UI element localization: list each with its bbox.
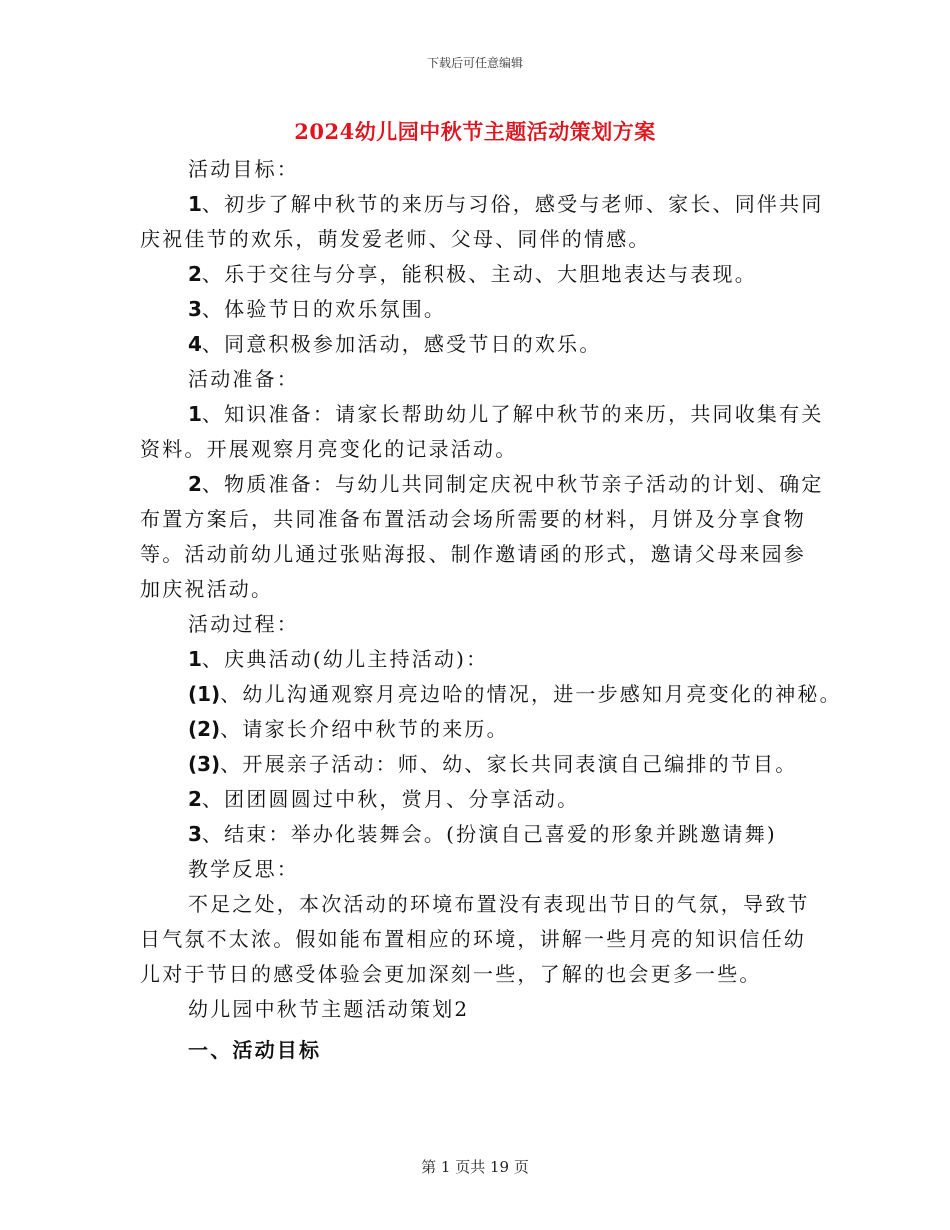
goal-2-text: 、乐于交往与分享，能积极、主动、大胆地表达与表现。 (201, 262, 757, 286)
header-note: 下载后可任意编辑 (426, 56, 523, 70)
process-2-text: 、团团圆圆过中秋，赏月、分享活动。 (201, 787, 580, 811)
sub-item-3-text: 、开展亲子活动：师、幼、家长共同表演自己编排的节目。 (220, 752, 798, 776)
reflection-continued-2: 儿对于节日的感受体验会更加深刻一些，了解的也会更多一些。 (140, 962, 762, 986)
sub-item-1-text: 、幼儿沟通观察月亮边哈的情况，进一步感知月亮变化的神秘。 (220, 682, 842, 706)
goal-4-text: 、同意积极参加活动，感受节日的欢乐。 (201, 332, 602, 356)
prep-1-continued: 资料。开展观察月亮变化的记录活动。 (140, 437, 518, 461)
process-1-text: 、庆典活动(幼儿主持活动)： (201, 647, 489, 671)
process-1 (140, 642, 830, 677)
goal-1-text: 、初步了解中秋节的来历与习俗，感受与老师、家长、同伴共同 (201, 192, 824, 216)
sub-item-2-text: 、请家长介绍中秋节的来历。 (220, 717, 509, 741)
goal-3-number: 3 (188, 297, 202, 321)
sub-item-1-number: (1) (188, 682, 221, 706)
goal-2 (140, 257, 830, 292)
sub-item-3 (140, 747, 830, 782)
reflection-heading: 教学反思： (188, 857, 299, 881)
prep-2-number: 2 (188, 472, 202, 496)
sub-item-3-number: (3) (188, 752, 221, 776)
process-1-number: 1 (188, 647, 202, 671)
page-footer: 第 1 页共 19 页 (421, 1158, 529, 1176)
document-title: 2024幼儿园中秋节主题活动策划方案 (294, 119, 656, 144)
sub-item-2 (140, 712, 830, 747)
process-3-number: 3 (188, 822, 202, 846)
reflection-continued-1: 日气氛不太浓。假如能布置相应的环境，讲解一些月亮的知识信任幼 (140, 927, 806, 951)
goal-3 (140, 292, 830, 327)
goal-1-number: 1 (188, 192, 202, 216)
plan-2-title: 幼儿园中秋节主题活动策划2 (188, 997, 470, 1021)
reflection-1: 不足之处，本次活动的环境布置没有表现出节日的气氛，导致节 (188, 892, 810, 916)
sub-item-1 (140, 677, 842, 712)
prep-2 (140, 467, 830, 502)
prep-1-text: 、知识准备：请家长帮助幼儿了解中秋节的来历，共同收集有关 (201, 402, 824, 426)
goal-4-number: 4 (188, 332, 202, 356)
prep-1 (140, 397, 830, 432)
goal-2-number: 2 (188, 262, 202, 286)
prep-2-continued-1: 布置方案后，共同准备布置活动会场所需要的材料，月饼及分享食物 (140, 507, 806, 531)
goal-3-text: 、体验节日的欢乐氛围。 (201, 297, 447, 321)
process-heading: 活动过程： (188, 612, 299, 636)
process-3 (140, 817, 830, 852)
goal-4 (140, 327, 830, 362)
prep-2-continued-3: 加庆祝活动。 (140, 577, 274, 601)
process-2 (140, 782, 830, 817)
process-3-text: 、结束：举办化装舞会。(扮演自己喜爱的形象并跳邀请舞) (201, 822, 777, 846)
goal-1 (140, 187, 830, 222)
goal-1-continued: 庆祝佳节的欢乐，萌发爱老师、父母、同伴的情感。 (140, 227, 651, 251)
prep-2-text: 、物质准备：与幼儿共同制定庆祝中秋节亲子活动的计划、确定 (201, 472, 824, 496)
process-2-number: 2 (188, 787, 202, 811)
prep-1-number: 1 (188, 402, 202, 426)
goal-heading: 活动目标： (188, 157, 299, 181)
document-body (140, 152, 842, 1068)
prep-heading: 活动准备： (188, 367, 299, 391)
prep-2-continued-2: 等。活动前幼儿通过张贴海报、制作邀请函的形式，邀请父母来园参 (140, 542, 806, 566)
sub-item-2-number: (2) (188, 717, 221, 741)
section-1-heading: 一、活动目标 (188, 1038, 322, 1062)
